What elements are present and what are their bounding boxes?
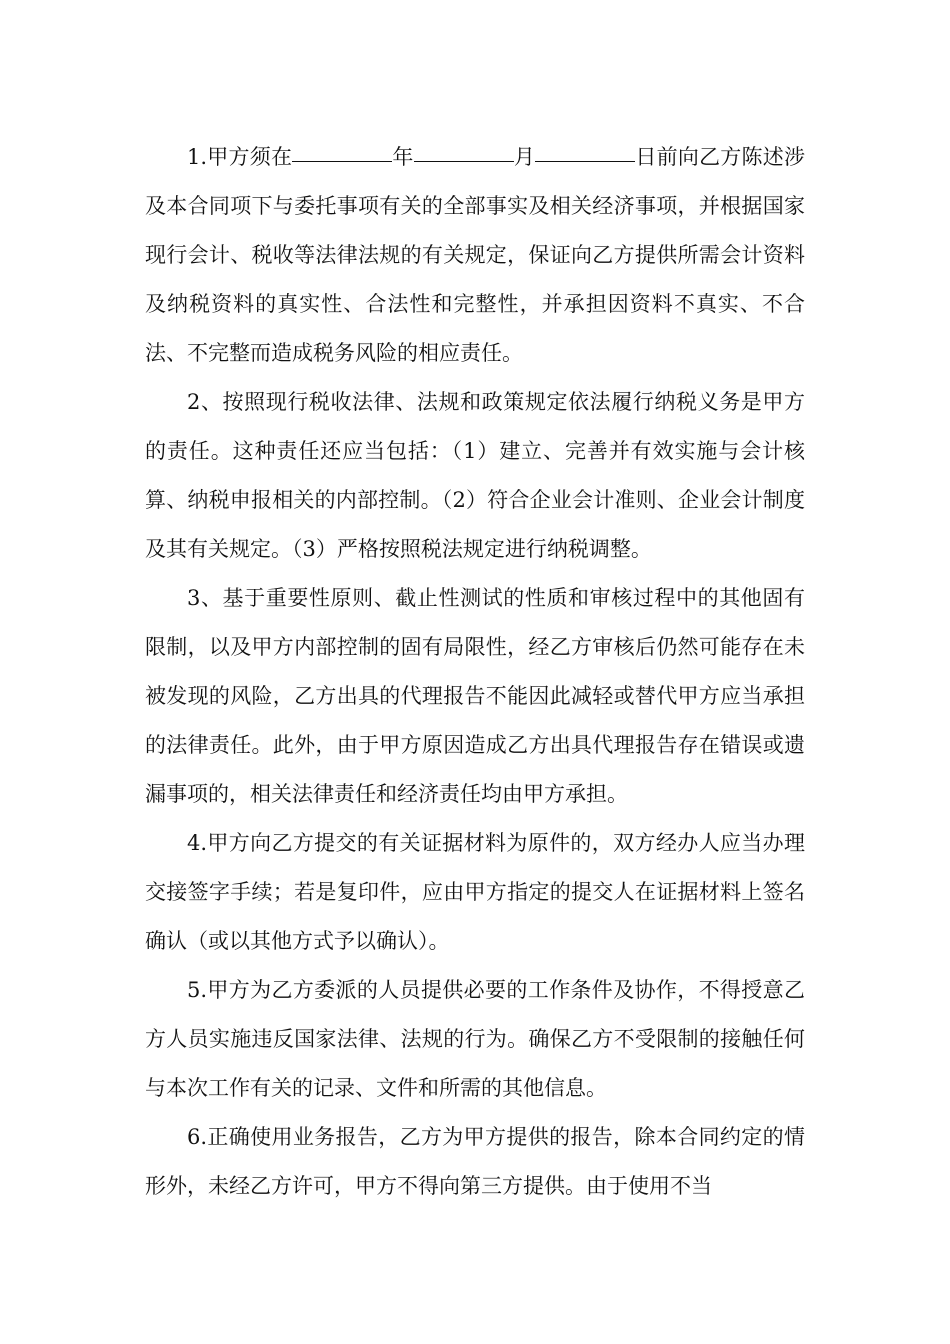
- month-label: 月: [513, 145, 536, 169]
- paragraph-6: 6.正确使用业务报告，乙方为甲方提供的报告，除本合同约定的情形外，未经乙方许可，甲方不得向第三方提供。由于使用不当: [145, 1125, 805, 1198]
- paragraph-1-rest: 日前向乙方陈述涉及本合同项下与委托事项有关的全部事实及相关经济事项，并根据国家现行会计、税收等法律法规的有关规定，保证向乙方提供所需会计资料及纳税资料的真实性、合法性和完整性，并承担因资料不真实、不合法、不完整而造成税务风险的相应责任。: [145, 145, 806, 365]
- paragraph-2: 2、按照现行税收法律、法规和政策规定依法履行纳税义务是甲方的责任。这种责任还应当包括：（1）建立、完善并有效实施与会计核算、纳税申报相关的内部控制。（2）符合企业会计准则、企业会计制度及其有关规定。（3）严格按照税法规定进行纳税调整。: [145, 390, 805, 561]
- paragraph-1-prefix: 1.甲方须在: [187, 145, 293, 169]
- paragraph-4: 4.甲方向乙方提交的有关证据材料为原件的，双方经办人应当办理交接签字手续；若是复印件，应由甲方指定的提交人在证据材料上签名确认（或以其他方式予以确认）。: [145, 831, 805, 953]
- paragraph-3: 3、基于重要性原则、截止性测试的性质和审核过程中的其他固有限制，以及甲方内部控制的固有局限性，经乙方审核后仍然可能存在未被发现的风险，乙方出具的代理报告不能因此减轻或替代甲方应当承担的法律责任。此外，由于甲方原因造成乙方出具代理报告存在错误或遗漏事项的，相关法律责任和经济责任均由甲方承担。: [145, 586, 805, 806]
- paragraph-5: 5.甲方为乙方委派的人员提供必要的工作条件及协作，不得授意乙方人员实施违反国家法律、法规的行为。确保乙方不受限制的接触任何与本次工作有关的记录、文件和所需的其他信息。: [145, 978, 805, 1100]
- year-blank: [292, 160, 392, 162]
- document-body: [145, 133, 805, 1211]
- year-label: 年: [392, 145, 414, 169]
- month-blank: [414, 160, 514, 162]
- paragraph-1: [145, 133, 805, 378]
- day-blank: [535, 160, 635, 162]
